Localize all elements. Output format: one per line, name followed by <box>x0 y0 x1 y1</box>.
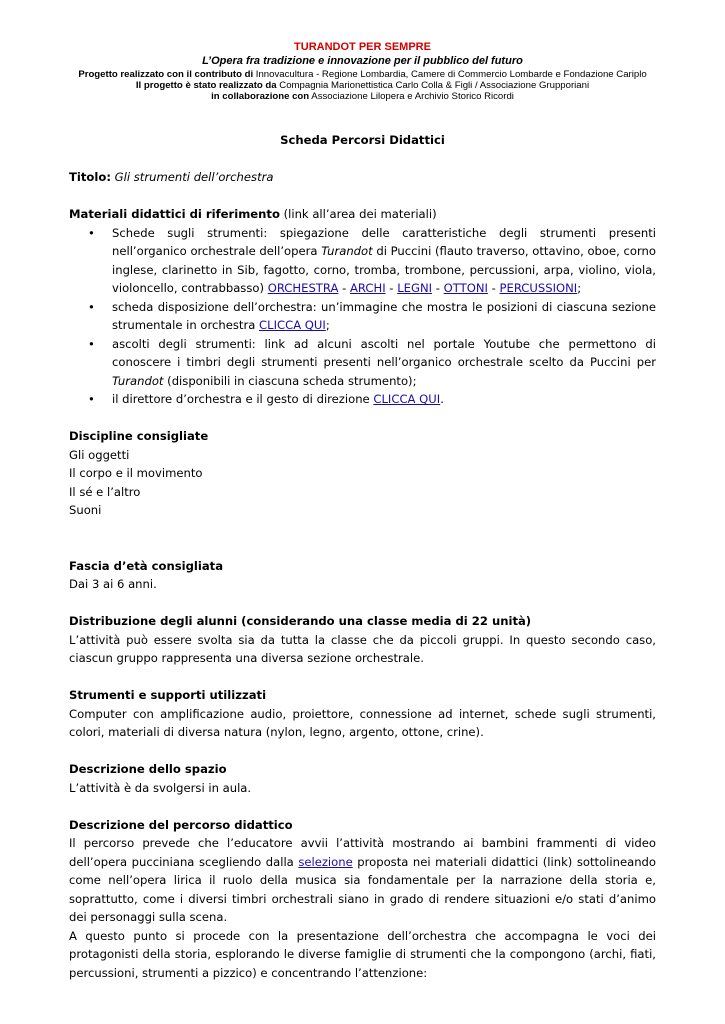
space-heading: Descrizione dello spazio <box>69 762 227 776</box>
document-heading: Scheda Percorsi Didattici <box>280 133 445 147</box>
path-paragraph-2: A questo punto si procede con la presentazione dell’orchestra che accompagna le voci dei protagonisti della storia, esplorando le diverse famiglie di strumenti che la compongono (archi, fiati, percussioni, strumenti a pizzico) e concentrando l’attenzione: <box>69 928 656 980</box>
project-credits-line2: Il progetto è stato realizzato da Compagnia Marionettistica Carlo Colla & Figli / Associazione Grupporiani <box>135 80 590 91</box>
age-heading: Fascia d’età consigliata <box>69 558 224 573</box>
discipline-item: Suoni <box>69 503 102 517</box>
tools-value: Computer con amplificazione audio, proiettore, connessione ad internet, schede sugli strumenti, colori, materiali di diversa natura (nylon, legno, argento, ottone, crine). <box>69 706 656 739</box>
discipline-item: Il sé e l’altro <box>69 484 141 499</box>
list-item: • ascolti degli strumenti: link ad alcuni ascolti nel portale Youtube che permettono di conoscere i timbri degli strumenti presenti nell’organico orchestrale scelto da Puccini per Turandot (disponibili in ciascuna scheda strumento); <box>112 335 656 391</box>
disciplines-heading: Discipline consigliate <box>69 429 209 443</box>
materials-list <box>69 224 656 409</box>
space-value: L’attività è da svolgersi in aula. <box>69 780 252 795</box>
project-credits-line1: Progetto realizzato con il contributo di Innovacultura - Regione Lombardia, Camere di Commercio Lombarde e Fondazione Cariplo <box>78 69 647 80</box>
age-value: Dai 3 ai 6 anni. <box>69 577 157 591</box>
list-item: • scheda disposizione dell’orchestra: un’immagine che mostra le posizioni di ciascuna sezione strumentale in orchestra CLICCA QUI; <box>112 298 656 335</box>
path-heading: Descrizione del percorso didattico <box>69 817 293 832</box>
selection-link[interactable]: selezione <box>298 854 353 869</box>
document-body <box>69 131 656 982</box>
orchestra-layout-link[interactable]: CLICCA QUI <box>259 318 326 332</box>
path-paragraph-1: Il percorso prevede che l’educatore avvii l’attività mostrando ai bambini frammenti di video dell’opera pucciniana scegliendo dalla selezione proposta nei materiali didattici (link) sottolineando come nell’opera lirica il ruolo della musica sia fondamentale per la narrazione della storia e, soprattutto, come i diversi timbri orchestrali siano in grado di rendere situazioni e/o stati d’animo dei personaggi sulla scena. <box>69 836 656 924</box>
project-credits-line3: in collaborazione con Associazione Lilopera e Archivio Storico Ricordi <box>211 91 514 102</box>
archi-link[interactable]: ARCHI <box>349 281 386 295</box>
percussioni-link[interactable]: PERCUSSIONI <box>499 281 578 295</box>
materials-heading: Materiali didattici di riferimento (link all’area dei materiali) <box>69 207 437 221</box>
discipline-item: Il corpo e il movimento <box>69 466 203 480</box>
conductor-link[interactable]: CLICCA QUI <box>373 392 441 406</box>
project-subtitle: L’Opera fra tradizione e innovazione per il pubblico del futuro <box>202 55 523 67</box>
list-item: • il direttore d’orchestra e il gesto di direzione CLICCA QUI. <box>112 390 656 409</box>
project-title: TURANDOT PER SEMPRE <box>294 41 431 53</box>
title-line: Titolo: Gli strumenti dell’orchestra <box>69 170 274 184</box>
ottoni-link[interactable]: OTTONI <box>443 281 488 295</box>
students-value: L’attività può essere svolta sia da tutta la classe che da piccoli gruppi. In questo secondo caso, ciascun gruppo rappresenta una diversa sezione orchestrale. <box>69 632 656 665</box>
orchestra-link[interactable]: ORCHESTRA <box>267 281 339 295</box>
tools-heading: Strumenti e supporti utilizzati <box>69 688 267 702</box>
students-heading: Distribuzione degli alunni (considerando una classe media di 22 unità) <box>69 614 532 628</box>
legni-link[interactable]: LEGNI <box>397 281 433 295</box>
list-item: • Schede sugli strumenti: spiegazione delle caratteristiche degli strumenti presenti nell’organico orchestrale dell’opera Turandot di Puccini (flauto traverso, ottavino, oboe, corno inglese, clarinetto in Sib, fagotto, corno, tromba, trombone, percussioni, arpa, violino, viola, violoncello, contrabbasso) ORCHESTRA - ARCHI - LEGNI - OTTONI - PERCUSSIONI; <box>112 224 656 298</box>
discipline-item: Gli oggetti <box>69 447 130 462</box>
